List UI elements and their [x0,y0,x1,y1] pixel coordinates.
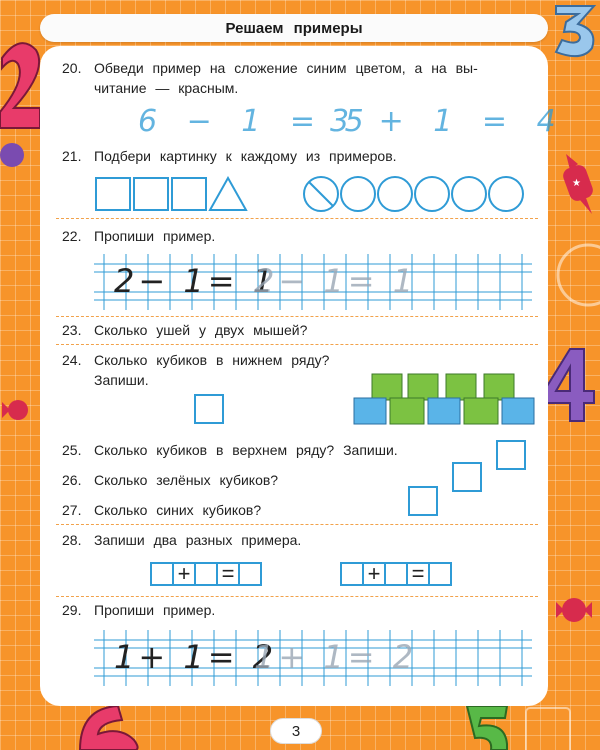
task-text: Подбери картинку к каждому из примеров. [94,148,397,164]
task-number: 24. [62,352,82,368]
task-number: 26. [62,472,82,488]
shapes-group-squares-triangle[interactable] [94,176,254,212]
answer-box[interactable] [384,562,408,586]
task-number: 28. [62,532,82,548]
answer-box[interactable] [194,562,218,586]
decor-number-4-icon [540,345,600,425]
task-20 [62,58,532,78]
decor-number-3-icon [548,0,600,60]
decor-number-5-icon [455,700,515,750]
task-number: 21. [62,148,82,164]
task-text: Сколько кубиков в нижнем ряду? [94,352,330,368]
page-number: 3 [270,718,322,744]
decor-number-6-icon [70,700,160,750]
divider [56,596,538,597]
task-24-line2: Запиши. [94,372,149,388]
answer-box[interactable] [428,562,452,586]
example-builder-1 [150,562,262,586]
task-23 [62,320,307,340]
copy-example-29: 1+ 1= 2 [114,638,278,676]
task-number: 20. [62,60,82,76]
task-text: Запиши два разных примера. [94,532,302,548]
task-text: Пропиши пример. [94,228,216,244]
example-addition[interactable]: 3 + 1 = 4 [330,104,566,139]
answer-box[interactable] [452,462,482,492]
plus-sign: + [172,562,196,586]
task-20-line2: читание — красным. [94,80,239,96]
example-subtraction[interactable]: 6 − 1 = 5 [138,104,374,139]
divider [56,524,538,525]
task-29 [62,600,215,620]
answer-box[interactable] [150,562,174,586]
task-28 [62,530,301,550]
answer-box[interactable] [238,562,262,586]
task-number: 27. [62,502,82,518]
divider [56,218,538,219]
equals-sign: = [406,562,430,586]
svg-text:★: ★ [572,178,581,189]
decor-number-2-icon [0,28,42,138]
task-text: Сколько кубиков в верхнем ряду? Запиши. [94,442,398,458]
plus-sign: + [362,562,386,586]
copy-example-22: 2− 1= 1 [114,262,278,300]
decor-clock-outline-icon [552,235,600,315]
decor-lollipop-icon [0,135,40,175]
task-25 [62,440,398,460]
answer-box[interactable] [496,440,526,470]
task-number: 22. [62,228,82,244]
task-number: 25. [62,442,82,458]
task-21 [62,146,397,166]
trace-example-29[interactable]: 1+ 1= 2 [254,638,418,676]
example-builder-2 [340,562,452,586]
task-text: Сколько зелёных кубиков? [94,472,279,488]
task-22 [62,226,215,246]
cubes-illustration [352,370,538,426]
task-text: Обведи пример на сложение синим цветом, а на вы- [94,60,478,76]
task-24 [62,350,329,370]
task-text: Пропиши пример. [94,602,216,618]
answer-box[interactable] [194,394,224,424]
task-26 [62,470,278,490]
decor-calculator-icon [520,700,580,750]
answer-box[interactable] [340,562,364,586]
trace-example-22[interactable]: 2− 1= 1 [254,262,418,300]
task-text: Сколько ушей у двух мышей? [94,322,308,338]
decor-candy-right-icon [550,590,600,630]
equals-sign: = [216,562,240,586]
task-27 [62,500,261,520]
task-text: Сколько синих кубиков? [94,502,262,518]
divider [56,316,538,317]
divider [56,344,538,345]
shapes-group-circles[interactable] [302,174,528,214]
task-number: 23. [62,322,82,338]
task-number: 29. [62,602,82,618]
decor-candy-left-icon [0,390,40,430]
page-title: Решаем примеры [40,14,548,42]
answer-box[interactable] [408,486,438,516]
decor-candy-icon [556,150,600,220]
